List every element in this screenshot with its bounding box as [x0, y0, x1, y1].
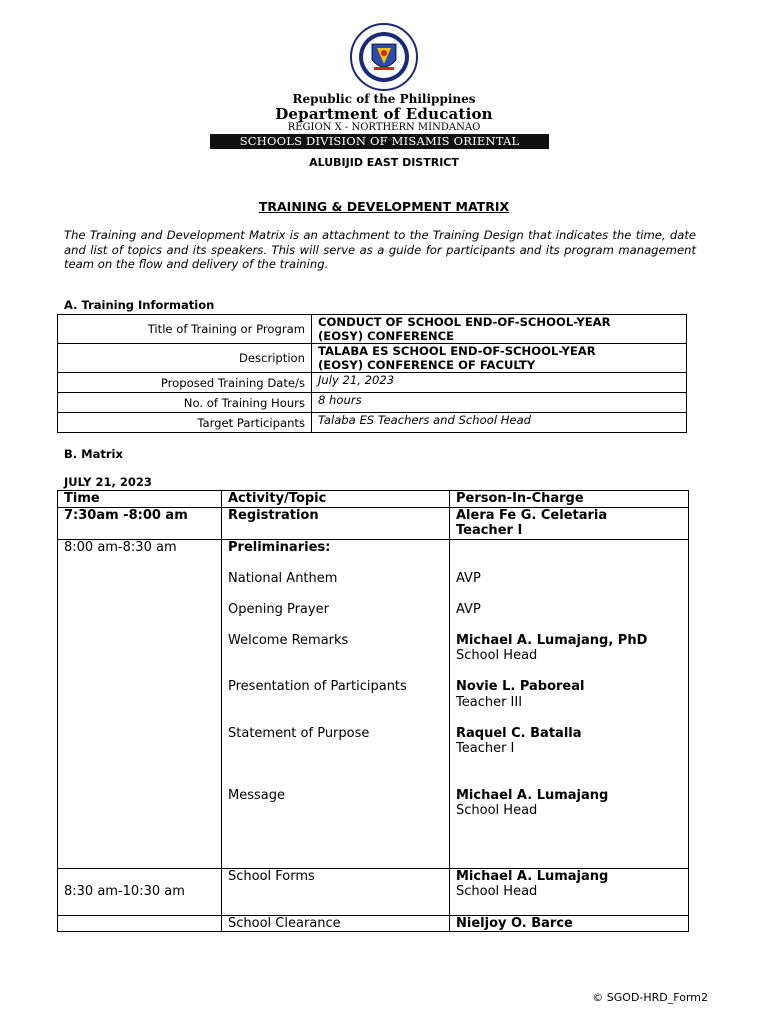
- republic-line: Republic of the Philippines: [292, 92, 476, 106]
- info-label: Title of Training or Program: [58, 315, 312, 344]
- info-value: July 21, 2023: [312, 373, 687, 393]
- matrix-header-row: [58, 491, 689, 508]
- info-label: Description: [58, 344, 312, 373]
- document-title: TRAINING & DEVELOPMENT MATRIX: [258, 199, 510, 214]
- department-line: Department of Education: [275, 105, 493, 123]
- table-row: [58, 393, 687, 413]
- info-value: 8 hours: [312, 393, 687, 413]
- deped-seal: [344, 22, 424, 92]
- activity-cell: School Clearance: [222, 915, 450, 932]
- person-cell: AVP AVP Michael A. Lumajang, PhD School Head Novie L. Paboreal Teacher III Raquel C. Batalla Teacher I Michael A. Lumajang School Head: [450, 539, 689, 868]
- intro-paragraph: The Training and Development Matrix is an attachment to the Training Design that indicates the time, date and list of topics and its speakers. This will serve as a guide for participants and its program management team on the flow and delivery of the training.: [64, 228, 696, 271]
- table-row: [58, 413, 687, 433]
- region-line: REGION X - NORTHERN MINDANAO: [287, 122, 481, 133]
- division-banner: SCHOOLS DIVISION OF MISAMIS ORIENTAL: [210, 134, 549, 149]
- time-cell: 8:00 am-8:30 am: [58, 539, 222, 868]
- info-label: No. of Training Hours: [58, 393, 312, 413]
- table-row: [58, 373, 687, 393]
- info-label: Proposed Training Date/s: [58, 373, 312, 393]
- info-value: Talaba ES Teachers and School Head: [312, 413, 687, 433]
- person-cell: Michael A. Lumajang School Head: [450, 868, 689, 915]
- section-b-heading: B. Matrix: [64, 447, 123, 461]
- activity-cell: Preliminaries: National Anthem Opening Prayer Welcome Remarks Presentation of Participants Statement of Purpose Message: [222, 539, 450, 868]
- form-code: © SGOD-HRD_Form2: [592, 991, 708, 1004]
- table-row: [58, 344, 687, 373]
- info-value: CONDUCT OF SCHOOL END-OF-SCHOOL-YEAR (EOSY) CONFERENCE: [312, 315, 687, 344]
- column-header-person: Person-In-Charge: [450, 491, 689, 508]
- column-header-activity: Activity/Topic: [222, 491, 450, 508]
- info-value: TALABA ES SCHOOL END-OF-SCHOOL-YEAR (EOSY) CONFERENCE OF FACULTY: [312, 344, 687, 373]
- district-line: ALUBIJID EAST DISTRICT: [309, 156, 459, 169]
- person-cell: Alera Fe G. Celetaria Teacher I: [450, 507, 689, 539]
- table-row: [58, 507, 689, 539]
- column-header-time: Time: [58, 491, 222, 508]
- person-cell: Nieljoy O. Barce: [450, 915, 689, 932]
- table-row: [58, 915, 689, 932]
- info-label: Target Participants: [58, 413, 312, 433]
- time-cell: [58, 915, 222, 932]
- matrix-date: JULY 21, 2023: [64, 475, 152, 489]
- table-row: [58, 539, 689, 868]
- time-cell: 8:30 am-10:30 am: [58, 868, 222, 915]
- time-cell: 7:30am -8:00 am: [58, 507, 222, 539]
- activity-cell: Registration: [222, 507, 450, 539]
- section-a-heading: A. Training Information: [64, 298, 215, 312]
- training-information-table: [57, 314, 687, 433]
- training-matrix-table: [57, 490, 689, 932]
- table-row: [58, 868, 689, 915]
- activity-cell: School Forms: [222, 868, 450, 915]
- table-row: [58, 315, 687, 344]
